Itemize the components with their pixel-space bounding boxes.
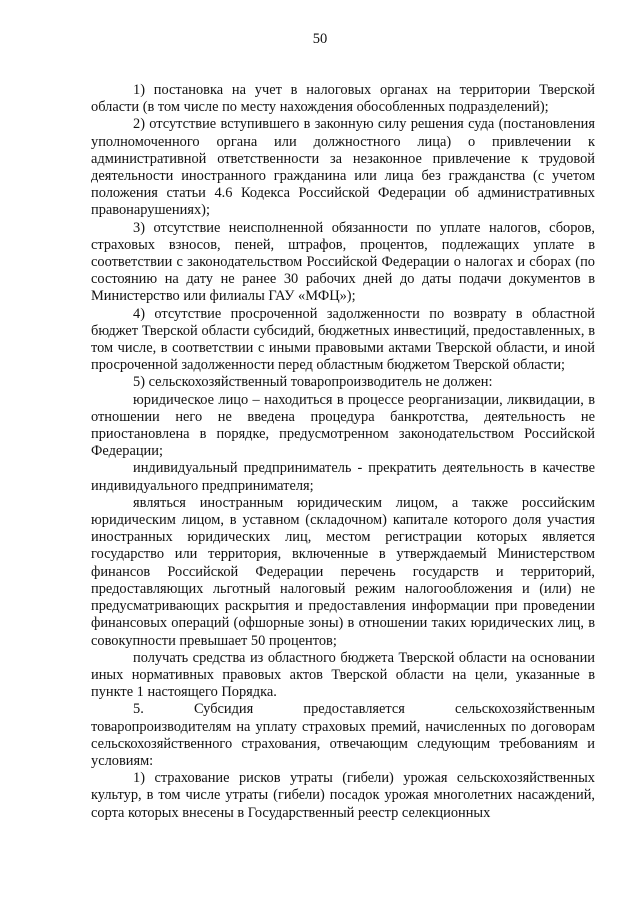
- paragraph-entrepreneur: индивидуальный предприниматель - прекратить деятельность в качестве индивидуального предпринимателя;: [91, 460, 595, 494]
- page-number: 50: [312, 31, 328, 47]
- paragraph-legal-entity: юридическое лицо – находиться в процессе реорганизации, ликвидации, в отношении него не введена процедура банкротства, деятельность не приостановлена в порядке, предусмотренном законодательством Российской Федерации;: [91, 391, 595, 460]
- paragraph-subsidy: 5. Субсидия предоставляется сельскохозяйственным товаропроизводителям на уплату страховых премий, начисленных по договорам сельскохозяйственного страхования, отвечающим следующим требованиям и условиям:: [91, 701, 595, 769]
- paragraph-item-1: 1) постановка на учет в налоговых органах на территории Тверской области (в том числе по месту нахождения обособленных подразделений);: [91, 82, 595, 116]
- paragraph-item-3: 3) отсутствие неисполненной обязанности по уплате налогов, сборов, страховых взносов, пеней, штрафов, процентов, подлежащих уплате в соответствии с законодательством Российской Федерации о налогах и сборах (по состоянию на дату не ранее 30 рабочих дней до даты подачи документов в Министерство или филиалы ГАУ «МФЦ»);: [91, 219, 595, 305]
- paragraph-item-5: 5) сельскохозяйственный товаропроизводитель не должен:: [133, 374, 493, 391]
- paragraph-foreign-entity: являться иностранным юридическим лицом, а также российским юридическим лицом, в уставном (складочном) капитале которого доля участия иностранных юридических лиц, местом регистрации которых является государство или территория, включенные в утверждаемый Министерством финансов Российской Федерации перечень государств и территорий, предоставляющих льготный налоговый режим налогообложения и (или) не предусматривающих раскрытия и предоставления информации при проведении финансовых операций (офшорные зоны) в отношении таких юридических лиц, в совокупности превышает 50 процентов;: [91, 494, 595, 649]
- paragraph-item-2: 2) отсутствие вступившего в законную силу решения суда (постановления уполномоченного органа или должностного лица) о привлечении к административной ответственности за незаконное привлечение к трудовой деятельности иностранного гражданина или лица без гражданства (с учетом положения статьи 4.6 Кодекса Российской Федерации об административных правонарушениях);: [91, 116, 595, 219]
- paragraph-budget-funds: получать средства из областного бюджета Тверской области на основании иных нормативных правовых актов Тверской области на цели, указанные в пункте 1 настоящего Порядка.: [91, 649, 595, 701]
- paragraph-insurance-risks: 1) страхование рисков утраты (гибели) урожая сельскохозяйственных культур, в том числе утраты (гибели) посадок урожая многолетних насаждений, сорта которых внесены в Государственный реестр селекционных: [91, 770, 595, 821]
- paragraph-item-4: 4) отсутствие просроченной задолженности по возврату в областной бюджет Тверской области субсидий, бюджетных инвестиций, предоставленных, в том числе, в соответствии с иными правовыми актами Тверской области, и иной просроченной задолженности перед областным бюджетом Тверской области;: [91, 305, 595, 374]
- document-body: [91, 82, 595, 822]
